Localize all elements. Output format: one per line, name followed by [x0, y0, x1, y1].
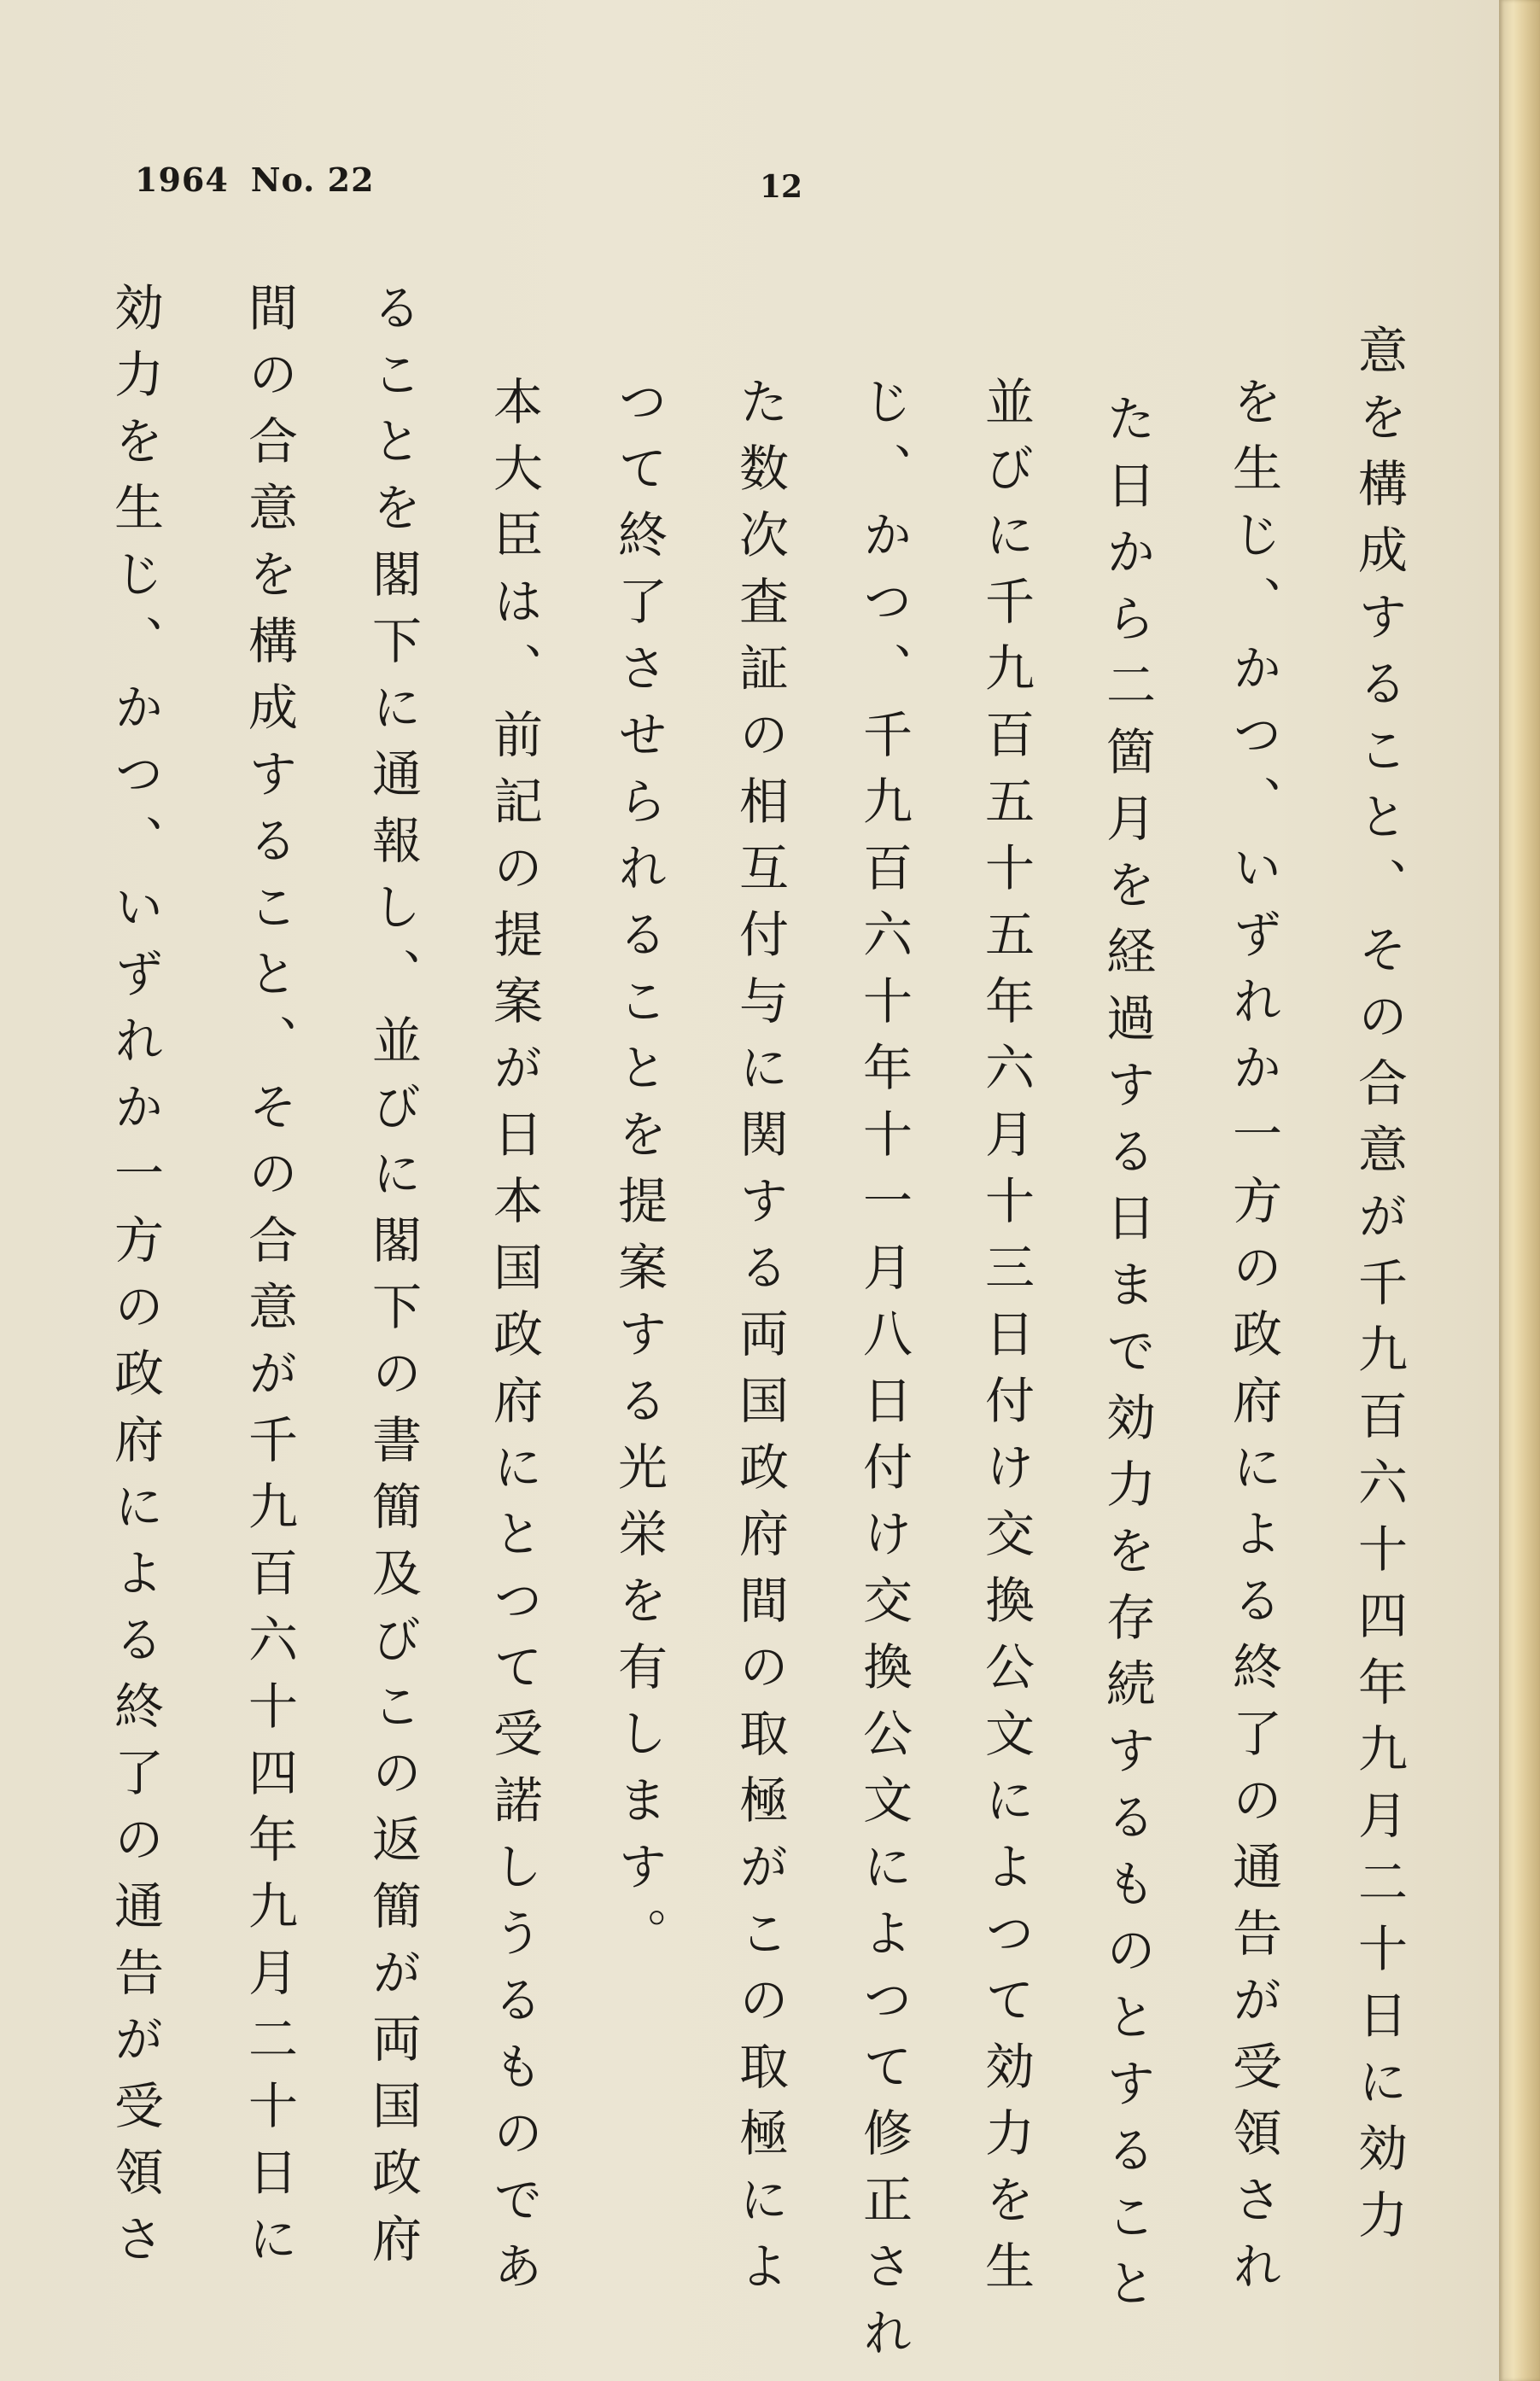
text-column: じ、かつ、千九百六十年十一月八日付け交換公文によつて修正され	[855, 376, 913, 2373]
text-column: 本大臣は、前記の提案が日本国政府にとつて受諾しうるものであ	[485, 376, 543, 2307]
header-issue: No. 22	[250, 160, 375, 199]
text-column: た数次査証の相互付与に関する両国政府間の取極がこの取極によ	[731, 376, 789, 2307]
text-column: 効力を生じ、かつ、いずれか一方の政府による終了の通告が受領さ	[106, 282, 164, 2279]
text-column: 意を構成すること、その合意が千九百六十四年九月二十日に効力	[1350, 324, 1408, 2256]
text-column: を生じ、かつ、いずれか一方の政府による終了の通告が受領され	[1224, 376, 1282, 2307]
text-column: 並びに千九百五十五年六月十三日付け交換公文によつて効力を生	[977, 376, 1035, 2307]
text-column: ることを閣下に通報し、並びに閣下の書簡及びこの返簡が両国政府	[364, 282, 422, 2279]
page-number: 12	[760, 169, 803, 205]
header-year: 1964	[135, 160, 229, 199]
text-column: 間の合意を構成すること、その合意が千九百六十四年九月二十日に	[240, 282, 298, 2279]
text-column: つて終了させられることを提案する光栄を有します。	[610, 376, 668, 1974]
page-edge	[1499, 0, 1540, 2381]
issue-header	[135, 160, 375, 199]
text-column: た日から二箇月を経過する日まで効力を存続するものとすること	[1098, 393, 1156, 2324]
